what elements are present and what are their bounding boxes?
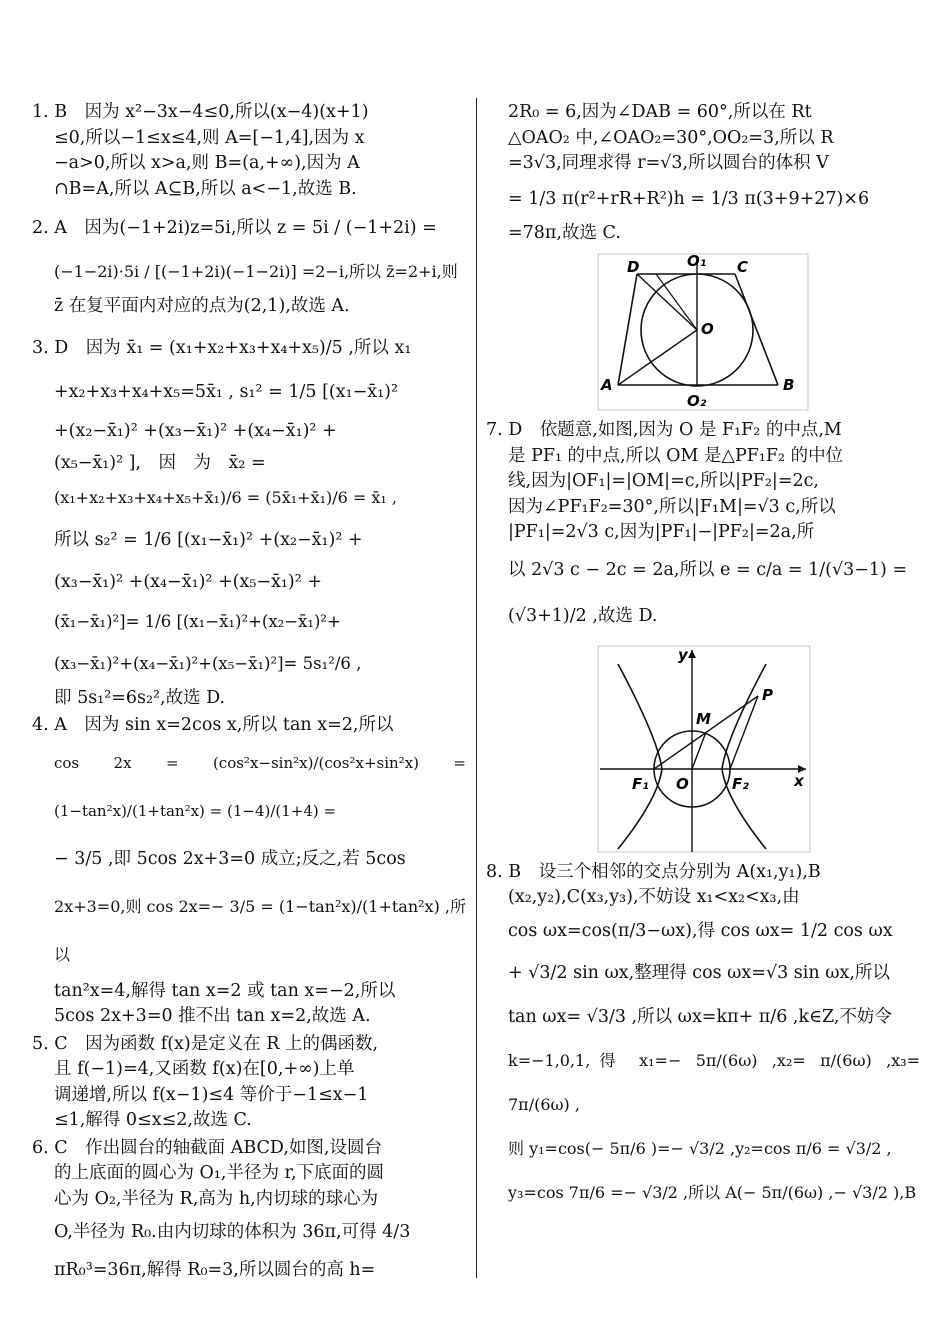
text-line: + √3/2 sin ωx,整理得 cos ωx=√3 sin ωx,所以 [508, 962, 890, 983]
label-F1: F₁ [632, 774, 649, 793]
label-C: C [737, 258, 749, 276]
text-line: △OAO₂ 中,∠OAO₂=30°,OO₂=3,所以 R [508, 127, 834, 148]
text-line: (x₃−x̄₁)² +(x₄−x̄₁)² +(x₅−x̄₁)² + [54, 571, 322, 592]
text-line: ≤1,解得 0≤x≤2,故选 C. [54, 1110, 252, 1130]
solution-6 [32, 1136, 466, 1289]
text-line: 2R₀ = 6,因为∠DAB = 60°,所以在 Rt [508, 102, 812, 122]
text-line: ≤0,所以−1≤x≤4,则 A=[−1,4],因为 x [54, 127, 365, 148]
text-line: =78π,故选 C. [508, 222, 621, 243]
text-line: 所以 s₂² = 1/6 [(x₁−x̄₁)² +(x₂−x̄₁)² + [54, 529, 363, 550]
text-line: 则 y₁=cos(− 5π/6 )=− √3/2 ,y₂=cos π/6 = √3/2 , [508, 1138, 892, 1158]
solution-1 [32, 100, 466, 202]
text-line: +(x₂−x̄₁)² +(x₃−x̄₁)² +(x₄−x̄₁)² + [54, 420, 337, 441]
text-line: z̄ 在复平面内对应的点为(2,1),故选 A. [54, 296, 350, 316]
solution-4 [32, 713, 466, 1030]
label-F2: F₂ [732, 774, 749, 793]
text-line: 7. D 依题意,如图,因为 O 是 F₁F₂ 的中点,M [486, 420, 842, 440]
text-line: 3. D 因为 x̄₁ = (x₁+x₂+x₃+x₄+x₅)/5 ,所以 x₁ [32, 337, 412, 358]
text-line: (√3+1)/2 ,故选 D. [508, 605, 658, 626]
text-line: tan ωx= √3/3 ,所以 ωx=kπ+ π/6 ,k∈Z,不妨令 [508, 1006, 892, 1027]
text-line: =3√3,同理求得 r=√3,所以圆台的体积 V [508, 153, 829, 173]
hyperbola-figure [588, 644, 818, 854]
right-column [486, 100, 920, 1217]
text-line: (x₂,y₂),C(x₃,y₃),不妨设 x₁<x₂<x₃,由 [508, 887, 800, 907]
text-line: ∩B=A,所以 A⊆B,所以 a<−1,故选 B. [54, 178, 357, 199]
text-line: tan²x=4,解得 tan x=2 或 tan x=−2,所以 [54, 980, 396, 1001]
column-divider [476, 98, 477, 1278]
text-line: 5cos 2x+3=0 推不出 tan x=2,故选 A. [54, 1006, 371, 1026]
label-B: B [783, 376, 795, 394]
label-D: D [627, 258, 640, 276]
text-line: 且 f(−1)=4,又函数 f(x)在[0,+∞)上单 [54, 1059, 355, 1079]
text-line: cos ωx=cos(π/3−ωx),得 cos ωx= 1/2 cos ωx [508, 920, 893, 941]
text-line: 是 PF₁ 的中点,所以 OM 是△PF₁F₂ 的中位 [508, 445, 844, 466]
text-line: = 1/3 π(r²+rR+R²)h = 1/3 π(3+9+27)×6 [508, 188, 870, 209]
text-line: − 3/5 ,即 5cos 2x+3=0 成立;反之,若 5cos [54, 848, 406, 869]
text-line: (−1−2i)·5i / [(−1+2i)(−1−2i)] =2−i,所以 z̄=2+i,则 [54, 262, 458, 281]
text-line: (x₁+x₂+x₃+x₄+x₅+x̄₁)/6 = (5x̄₁+x̄₁)/6 = x̄₁ , [54, 487, 397, 507]
text-line: k=−1,0,1,得 x₁=− 5π/(6ω) ,x₂= π/(6ω) ,x₃= 7π/(6ω) , [508, 1050, 920, 1114]
label-y: y [678, 645, 688, 664]
text-line: 因为∠PF₁F₂=30°,所以|F₁M|=√3 c,所以 [508, 496, 836, 517]
text-line: 2. A 因为(−1+2i)z=5i,所以 z = 5i / (−1+2i) = [32, 218, 437, 238]
label-M: M [696, 709, 711, 728]
text-line: (x₃−x̄₁)²+(x₄−x̄₁)²+(x₅−x̄₁)²]= 5s₁²/6 , [54, 653, 362, 673]
text-line: 1. B 因为 x²−3x−4≤0,所以(x−4)(x+1) [32, 102, 369, 122]
text-line: (x̄₁−x̄₁)²]= 1/6 [(x₁−x̄₁)²+(x₂−x̄₁)²+ [54, 611, 341, 631]
label-O: O [701, 320, 714, 338]
text-line: −a>0,所以 x>a,则 B=(a,+∞),因为 A [54, 153, 360, 173]
text-line: 4. A 因为 sin x=2cos x,所以 tan x=2,所以 [32, 715, 394, 735]
text-line: 2x+3=0,则 cos 2x=− 3/5 = (1−tan²x)/(1+tan²x) ,所以 [54, 896, 466, 964]
solution-8 [486, 860, 920, 1215]
text-line: 6. C 作出圆台的轴截面 ABCD,如图,设圆台 [32, 1137, 382, 1158]
text-line: |PF₁|=2√3 c,因为|PF₁|−|PF₂|=2a,所 [508, 522, 815, 542]
label-O: O [676, 774, 689, 793]
solution-2 [32, 206, 466, 320]
text-line: 以 2√3 c − 2c = 2a,所以 e = c/a = 1/(√3−1) = [508, 559, 908, 580]
text-line: y₃=cos 7π/6 =− √3/2 ,所以 A(− 5π/(6ω) ,− √3/2 ),B [508, 1182, 917, 1202]
label-A: A [601, 376, 613, 394]
text-line: 线,因为|OF₁|=|OM|=c,所以|PF₂|=2c, [508, 471, 819, 491]
solution-3 [32, 326, 466, 712]
text-line: 即 5s₁²=6s₂²,故选 D. [54, 687, 226, 708]
left-column [32, 100, 466, 1290]
label-O1: O₁ [687, 252, 707, 270]
solution-6-continued [486, 100, 920, 246]
solution-7 [486, 418, 920, 638]
text-line: (x₅−x̄₁)² ], 因 为 x̄₂ = [54, 452, 266, 473]
text-line: 8. B 设三个相邻的交点分别为 A(x₁,y₁),B [486, 861, 821, 882]
text-line: O,半径为 R₀.由内切球的体积为 36π,可得 4/3 [54, 1222, 411, 1242]
text-line: cos 2x = (cos²x−sin²x)/(cos²x+sin²x) = (1−tan²x)/(1+tan²x) = (1−4)/(1+4) = [54, 753, 466, 820]
text-line: 心为 O₂,半径为 R,高为 h,内切球的球心为 [54, 1188, 379, 1209]
solution-5 [32, 1032, 466, 1134]
frustum-axial-section-figure [593, 252, 813, 412]
text-line: 调递增,所以 f(x−1)≤4 等价于−1≤x−1 [54, 1084, 369, 1105]
text-line: 的上底面的圆心为 O₁,半径为 r,下底面的圆 [54, 1163, 385, 1183]
text-line: +x₂+x₃+x₄+x₅=5x̄₁ , s₁² = 1/5 [(x₁−x̄₁)² [54, 381, 399, 402]
label-P: P [762, 685, 773, 704]
label-O2: O₂ [687, 392, 707, 410]
label-x: x [794, 771, 804, 790]
text-line: 5. C 因为函数 f(x)是定义在 R 上的偶函数, [32, 1033, 379, 1054]
text-line: πR₀³=36π,解得 R₀=3,所以圆台的高 h= [54, 1260, 376, 1280]
